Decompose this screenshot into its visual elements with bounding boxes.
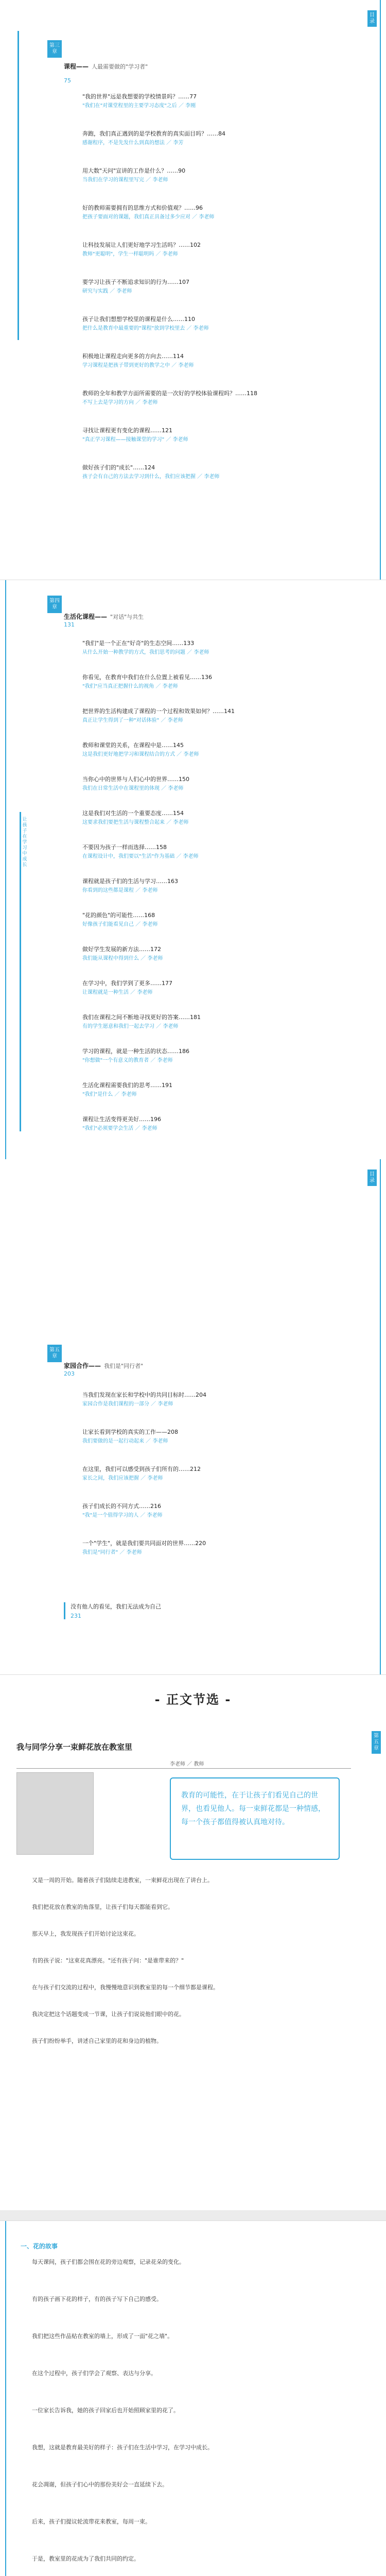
toc-item-sub: 我们能从课程中得到什么 ／ 李老师 (82, 956, 163, 961)
toc-item-sub: "你想做"一个有意义的教育者 ／ 李老师 (82, 1058, 173, 1063)
toc-item-title: 学习的课程，就是一种生活的状态……186 (82, 1048, 189, 1055)
toc-item-title: 好的教师需要拥有的思维方式和价值观？……96 (82, 205, 203, 211)
side-rule-2 (20, 812, 21, 1131)
toc-item-title: 把世界的生活构建成了课程的一个过程和效果如何？……141 (82, 708, 235, 715)
toc-item-title: 当你心中的世界与人们心中的世界……150 (82, 776, 189, 783)
article-paragraph: 我们把花放在教室的角落里，让孩子们每天都能看到它。 (32, 1904, 173, 1910)
toc-item-title: 你看见，在教育中我们在什么位置上被看见……136 (82, 674, 212, 681)
side-rule (17, 31, 19, 340)
toc-item-title: 寻找让课程更有变化的课程……121 (82, 427, 172, 434)
bottom-entry-page: 231 (71, 1613, 81, 1619)
toc-item (82, 204, 350, 222)
toc-item (82, 707, 350, 725)
toc-item (82, 352, 350, 370)
toc-item-sub: "真正学习课程——接触课堂的学习" ／ 李老师 (82, 437, 188, 443)
toc-item (82, 427, 350, 444)
toc-item (82, 130, 350, 147)
toc-item-title: 一个"学生"，就是我们要共同面对的世界……220 (82, 1540, 206, 1547)
toc-item-sub: 学习课程是把孩子带到更好的教学之中 ／ 李老师 (82, 363, 194, 368)
toc-item-title: 教师和课堂的关系，在课程中是……145 (82, 742, 184, 749)
toc-item (82, 315, 350, 333)
article-tab: 第五章 (372, 1731, 381, 1754)
chapter-title-4: 生活化课程—— "对话"与共生 (64, 613, 144, 620)
toc-item-sub: 不写上去是学习的方向 ／ 李老师 (82, 400, 158, 405)
toc-item-title: 课程让生活变得更美好……196 (82, 1116, 161, 1123)
toc-item (82, 167, 350, 184)
toc-item (82, 1081, 350, 1099)
toc-item-sub: 在课程设计中，我们要以"生活"作为基础 ／ 李老师 (82, 854, 199, 859)
toc-item-title: "我们"是一个正在"好奇"的生态空间……133 (82, 640, 195, 647)
toc-item (82, 945, 350, 963)
toc-page-3 (0, 1159, 386, 1674)
toc-item-title: 生活化课程需要我们的思考……191 (82, 1082, 172, 1089)
author-photo (16, 1772, 94, 1855)
toc-item (82, 639, 350, 657)
toc-item-sub: 孩子会有自己的方法去学习到什么，我们应该把握 ／ 李老师 (82, 474, 220, 480)
toc-item (82, 389, 350, 407)
toc-item (82, 1013, 350, 1031)
article-paragraph: 孩子们纷纷举手，讲述自己家里的花和身边的植物。 (32, 2038, 162, 2044)
toc-item-title: 我们在课程之间不断地寻找更好的答案……181 (82, 1014, 201, 1021)
toc-item (82, 1502, 350, 1520)
toc-item-title: 课程就是孩子们的生活与学习……163 (82, 878, 178, 885)
toc-item (82, 877, 350, 895)
toc-item (82, 911, 350, 929)
chapter-tag-4: 第四章 (47, 596, 62, 613)
toc-page-1 (0, 0, 386, 580)
toc-item-title: 不要因为孩子一样而选择……158 (82, 844, 167, 851)
toc-item-title: 奔跑，我们真正遇到的是学校教育的真实面目吗？……84 (82, 130, 225, 137)
right-rule (380, 0, 381, 580)
toc-item (82, 278, 350, 296)
toc-item-sub: 这要求我们要把生活与课程整合起来 ／ 李老师 (82, 820, 189, 825)
toc-item-sub: 家园合作是我们课程的一部分 ／ 李老师 (82, 1401, 173, 1407)
toc-item (82, 464, 350, 481)
toc-item-sub: 有的学生愿意和我们一起去学习 ／ 李老师 (82, 1024, 179, 1029)
chapter-title-5: 家园合作—— 我们是"同行者" (64, 1362, 144, 1369)
toc-item-title: "我的世界"远是我想要的学校情景吗？……77 (82, 93, 197, 100)
side-label: 让孩子在学习中成长 (22, 817, 27, 868)
toc-item-sub: 家长之间，我们应该把握 ／ 李老师 (82, 1476, 163, 1481)
toc-page-2 (0, 580, 386, 1159)
toc-item-title: 孩子们成长的不同方式……216 (82, 1503, 161, 1510)
toc-item-sub: 我们在日常生活中在课程里的体现 ／ 李老师 (82, 786, 184, 791)
article-page-1 (0, 1721, 386, 2210)
chapter-tag-5: 第五章 (47, 1345, 62, 1362)
toc-item-sub: 我们是"同行者" ／ 李老师 (82, 1550, 142, 1555)
toc-item-title: 这是我们对生活的一个重要态度……154 (82, 810, 184, 817)
banner-page (0, 1674, 386, 1721)
toc-item (82, 741, 350, 759)
toc-item-sub: 让课程就是一种生活 ／ 李老师 (82, 990, 153, 995)
toc-item (82, 93, 350, 110)
toc-item-sub: "我"是一个值得学习的人 ／ 李老师 (82, 1513, 163, 1518)
article-paragraph: 有的孩子画下花的样子，有的孩子写下自己的感受。 (32, 2296, 162, 2302)
toc-item-title: 让家长看到学校的真实的工作——208 (82, 1429, 178, 1435)
toc-item (82, 843, 350, 861)
toc-item-sub: 当我们在学习的课程里写完 ／ 李老师 (82, 177, 168, 183)
toc-item-sub: 从什么开始一种教学的方式，我们思考的问题 ／ 李老师 (82, 650, 209, 655)
article-paragraph: 后来，孩子们提议轮流带花来教室，每周一束。 (32, 2518, 151, 2525)
toc-item-sub: 把孩子要面对的课题，我们真正具备过多少应对 ／ 李老师 (82, 214, 215, 220)
toc-item-title: 做好学生发展的新方法……172 (82, 946, 161, 953)
toc-item-title: 孩子让我们想想学校里的课程是什么……110 (82, 316, 195, 323)
chapter-title-3: 课程—— 人最需要做的"学习者" (64, 63, 148, 70)
toc-item (82, 809, 350, 827)
toc-item-title: 让科技发展让人们更好地学习生活吗？……102 (82, 242, 201, 248)
toc-item (82, 979, 350, 997)
toc-item-title: 积极地让课程走向更多的方向去……114 (82, 353, 184, 360)
toc-item-sub: 这是我们更好地把学习和课程结合的方式 ／ 李老师 (82, 752, 199, 757)
toc-item-sub: 把什么是教育中最重要的"课程"放到学校里去 ／ 李老师 (82, 326, 209, 331)
pull-quote: 教育的可能性，在于让孩子们看见自己的世界，也看见他人。每一束鲜花都是一种情感，每一个孩子都值得被认真地对待。 (170, 1777, 340, 1860)
chapter-page-3: 75 (64, 77, 71, 84)
article-page-2 (0, 2221, 386, 2576)
toc-item-sub: 好像孩子们能看见自己 ／ 李老师 (82, 922, 158, 927)
article-paragraph: 那天早上，我发现孩子们开始讨论这束花。 (32, 1930, 139, 1937)
toc-item-title: 用大数"天问"宣讲的工作是什么？……90 (82, 167, 186, 174)
left-rule (5, 580, 6, 1159)
toc-item-title: 当我们发现在家长和学校中的共同目标时……204 (82, 1392, 206, 1398)
toc-item-sub: 你看到的这些都是课程 ／ 李老师 (82, 888, 158, 893)
toc-item (82, 775, 350, 793)
article-paragraph: 我们把这些作品贴在教室的墙上，形成了一面"花之墙"。 (32, 2333, 173, 2340)
toc-tab: 目录 (367, 10, 377, 27)
article-paragraph: 我想，这就是教育最美好的样子：孩子们在生活中学习，在学习中成长。 (32, 2444, 213, 2451)
article-title: 我与同学分享一束鲜花放在教室里 (16, 1742, 133, 1752)
title-rule (16, 1768, 351, 1769)
chapter-page-4: 131 (64, 621, 75, 628)
article-paragraph: 又是一周的开始。随着孩子们陆续走进教室，一束鲜花出现在了讲台上。 (32, 1877, 213, 1884)
toc-item (82, 1391, 350, 1409)
article-paragraph: 在这个过程中，孩子们学会了观察、表达与分享。 (32, 2370, 156, 2377)
toc-item-title: 教师的全年和教学方面所需要的是一次好的学校体验课程吗？……118 (82, 390, 257, 397)
toc-item-sub: "我们在"对课堂程里的主要学习态度"之后 ／ 李刚 (82, 103, 196, 109)
left-rule-3 (5, 2221, 6, 2576)
chapter-tag-3: 第三章 (47, 40, 62, 58)
article-paragraph: 每天课间，孩子们都会围在花的旁边观察，记录花朵的变化。 (32, 2259, 185, 2265)
toc-item-sub: 研究与实践 ／ 李老师 (82, 289, 132, 294)
article-paragraph: 于是，教室里的花成为了我们共同的约定。 (32, 2555, 139, 2562)
toc-item-sub: "我们"是什么 ／ 李老师 (82, 1092, 137, 1097)
excerpt-banner: - 正文节选 - (154, 1692, 232, 1707)
right-rule-2 (380, 1159, 381, 1674)
article-paragraph: 有的孩子说："这束花真漂亮。"还有孩子问："是谁带来的？" (32, 1957, 184, 1964)
toc-item-title: 在这里，我们可以感受到孩子们所有的……212 (82, 1466, 201, 1472)
article-paragraph: 在与孩子们交流的过程中，我慢慢地意识到教室里的每一个细节都是课程。 (32, 1984, 219, 1991)
toc-item (82, 1047, 350, 1065)
chapter-page-5: 203 (64, 1370, 75, 1377)
toc-item-sub: 我们要做的是一起行动起来 ／ 李老师 (82, 1438, 168, 1444)
toc-item-title: 做好孩子们的"成长"……124 (82, 464, 155, 471)
article-paragraph: 花会凋谢，但孩子们心中的那份美好会一直延续下去。 (32, 2481, 168, 2488)
article-paragraph: 我决定把这个话题变成一节课，让孩子们说说他们眼中的花。 (32, 2011, 185, 2018)
toc-item-sub: 教师"更聪明"，学生一样聪明吗 ／ 李老师 (82, 251, 178, 257)
toc-item (82, 1539, 350, 1557)
toc-item-title: "花的颜色"的可能性……168 (82, 912, 155, 919)
toc-item (82, 241, 350, 259)
bottom-entry (64, 1602, 331, 1619)
toc-item-sub: "我们"应当真正把握什么的视角 ／ 李老师 (82, 684, 178, 689)
toc-item (82, 673, 350, 691)
toc-item-sub: 真正让学生得到了一种"对话体验" ／ 李老师 (82, 718, 183, 723)
toc-item-title: 在学习中，我们学到了更多……177 (82, 980, 172, 987)
article-author: 李老师 ／ 教师 (170, 1761, 204, 1767)
toc-item-sub: "我们"必须要学会生活 ／ 李老师 (82, 1126, 157, 1131)
toc-tab-2: 目录 (367, 1170, 377, 1186)
article-paragraph: 一位家长告诉我，她的孩子回家后也开始照顾家里的花了。 (32, 2407, 179, 2414)
toc-item (82, 1115, 350, 1133)
toc-item (82, 1428, 350, 1446)
subhead-1: 一、花的故事 (21, 2243, 58, 2250)
toc-item (82, 1465, 350, 1483)
toc-item-title: 要学习让孩子不断追求知识的行为……107 (82, 279, 189, 285)
bottom-entry-text: 没有他人的看见，我们无法成为自己 (71, 1603, 161, 1610)
toc-item-sub: 感谢程序，不是先发什么到真的想法 ／ 李芳 (82, 140, 184, 146)
